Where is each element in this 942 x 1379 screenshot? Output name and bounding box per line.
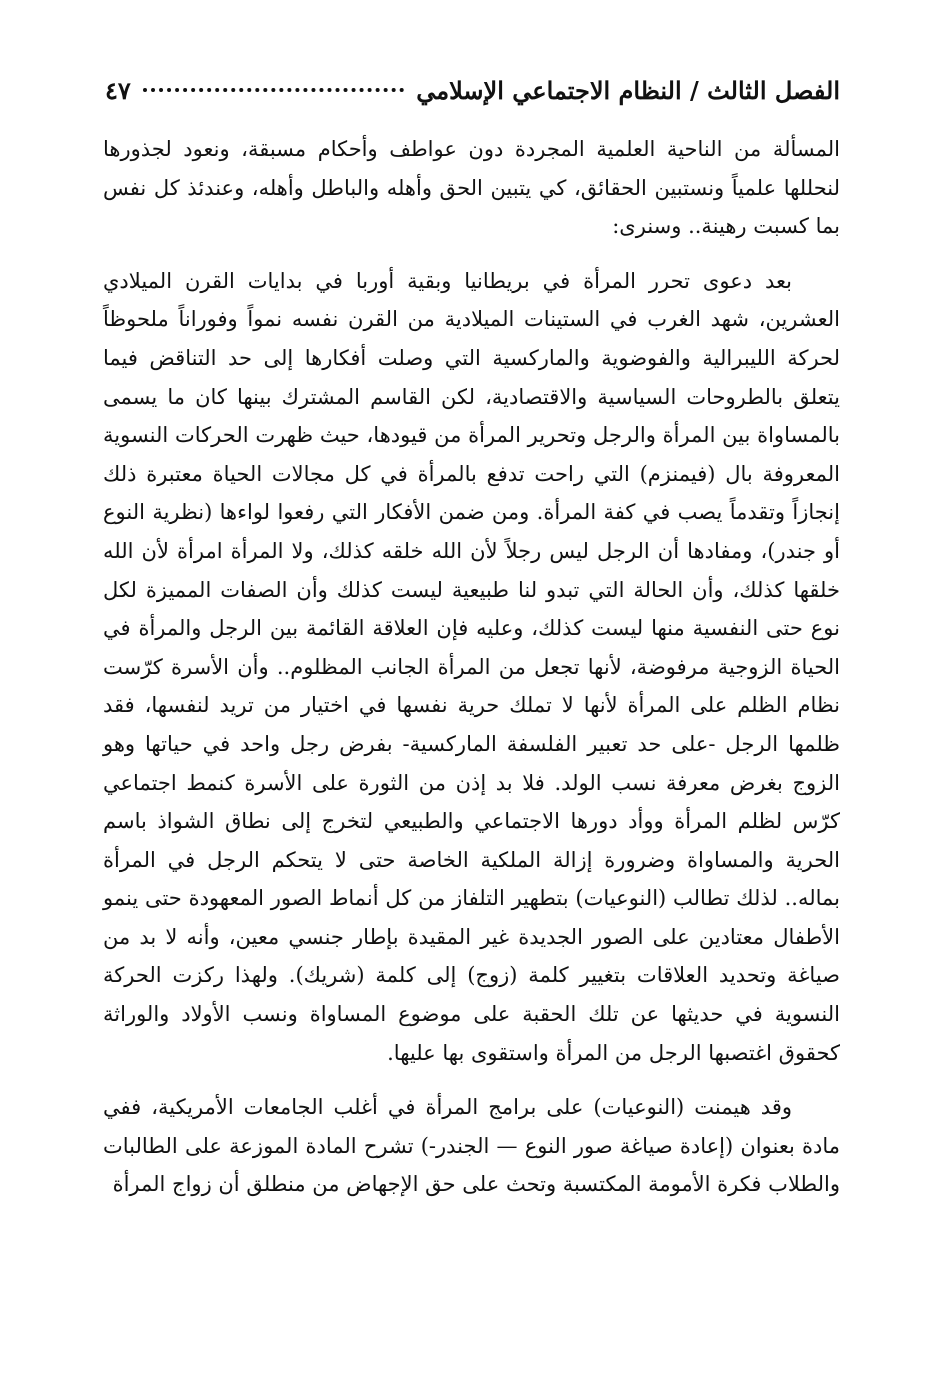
page-number: ٤٧ <box>105 75 131 105</box>
running-header <box>105 70 840 110</box>
header-dotted-leader <box>143 88 404 92</box>
paragraph-2: بعد دعوى تحرر المرأة في بريطانيا وبقية أوربا في بدايات القرن الميلادي العشرين، شهد الغرب في الستينات الميلادية من القرن نفسه نمواً وفوراناً ملحوظاً لحركة الليبرالية والفوضوية والماركسية التي وصلت أفكارها إلى حد التناقض فيما يتعلق بالطروحات السياسية والاقتصادية، لكن القاسم المشترك بينها كان ما يسمى بالمساواة بين المرأة والرجل وتحرير المرأة من قيودها، حيث ظهرت الحركات النسوية المعروفة بال (فيمنزم) التي راحت تدفع بالمرأة في كل مجالات الحياة معتبرة ذلك إنجازاً وتقدماً يصب في كفة المرأة. ومن ضمن الأفكار التي رفعوا لواءها (نظرية النوع أو جندر)، ومفادها أن الرجل ليس رجلاً لأن الله خلقه كذلك، ولا المرأة امرأة لأن الله خلقها كذلك، وأن الحالة التي تبدو لنا طبيعية ليست كذلك وأن الصفات المميزة لكل نوع حتى النفسية منها ليست كذلك، وعليه فإن العلاقة القائمة بين الرجل والمرأة في الحياة الزوجية مرفوضة، لأنها تجعل من المرأة الجانب المظلوم.. وأن الأسرة كرّست نظام الظلم على المرأة لأنها لا تملك حرية نفسها في اختيار من تريد لنفسها، فقد ظلمها الرجل -على حد تعبير الفلسفة الماركسية- بفرض رجل واحد في حياتها وهو الزوج بغرض معرفة نسب الولد. فلا بد إذن من الثورة على الأسرة كنمط اجتماعي كرّس لظلم المرأة ووأد دورها الاجتماعي والطبيعي لتخرج إلى نطاق الشواذ باسم الحرية والمساواة وضرورة إزالة الملكية الخاصة حتى لا يتحكم الرجل في المرأة بماله.. لذلك تطالب (النوعيات) بتطهير التلفاز من كل أنماط الصور المعهودة حتى ينمو الأطفال معتادين على الصور الجديدة غير المقيدة بإطار جنسي معين، وأنه لا بد من صياغة وتحديد العلاقات بتغيير كلمة (زوج) إلى كلمة (شريك). ولهذا ركزت الحركة النسوية في حديثها عن تلك الحقبة على موضوع المساواة ونسب الأولاد والوراثة كحقوق اغتصبها الرجل من المرأة واستقوى بها عليها. <box>103 268 840 1065</box>
paragraph-3: وقد هيمنت (النوعيات) على برامج المرأة في أغلب الجامعات الأمريكية، ففي مادة بعنوان (إعادة صياغة صور النوع — الجندر-) تشرح المادة الموزعة على الطالبات والطلاب فكرة الأمومة المكتسبة وتحث على حق الإجهاض من منطلق أن زواج المرأة <box>103 1095 840 1197</box>
body-text <box>103 130 840 1204</box>
paragraph-1: المسألة من الناحية العلمية المجردة دون عواطف وأحكام مسبقة، ونعود لجذورها لنحللها علمياً ونستبين الحقائق، كي يتبين الحق وأهله والباطل وأهله، وعندئذ كل نفس بما كسبت رهينة.. وسنرى: <box>103 137 840 239</box>
chapter-title: الفصل الثالث / النظام الاجتماعي الإسلامي <box>416 75 840 105</box>
